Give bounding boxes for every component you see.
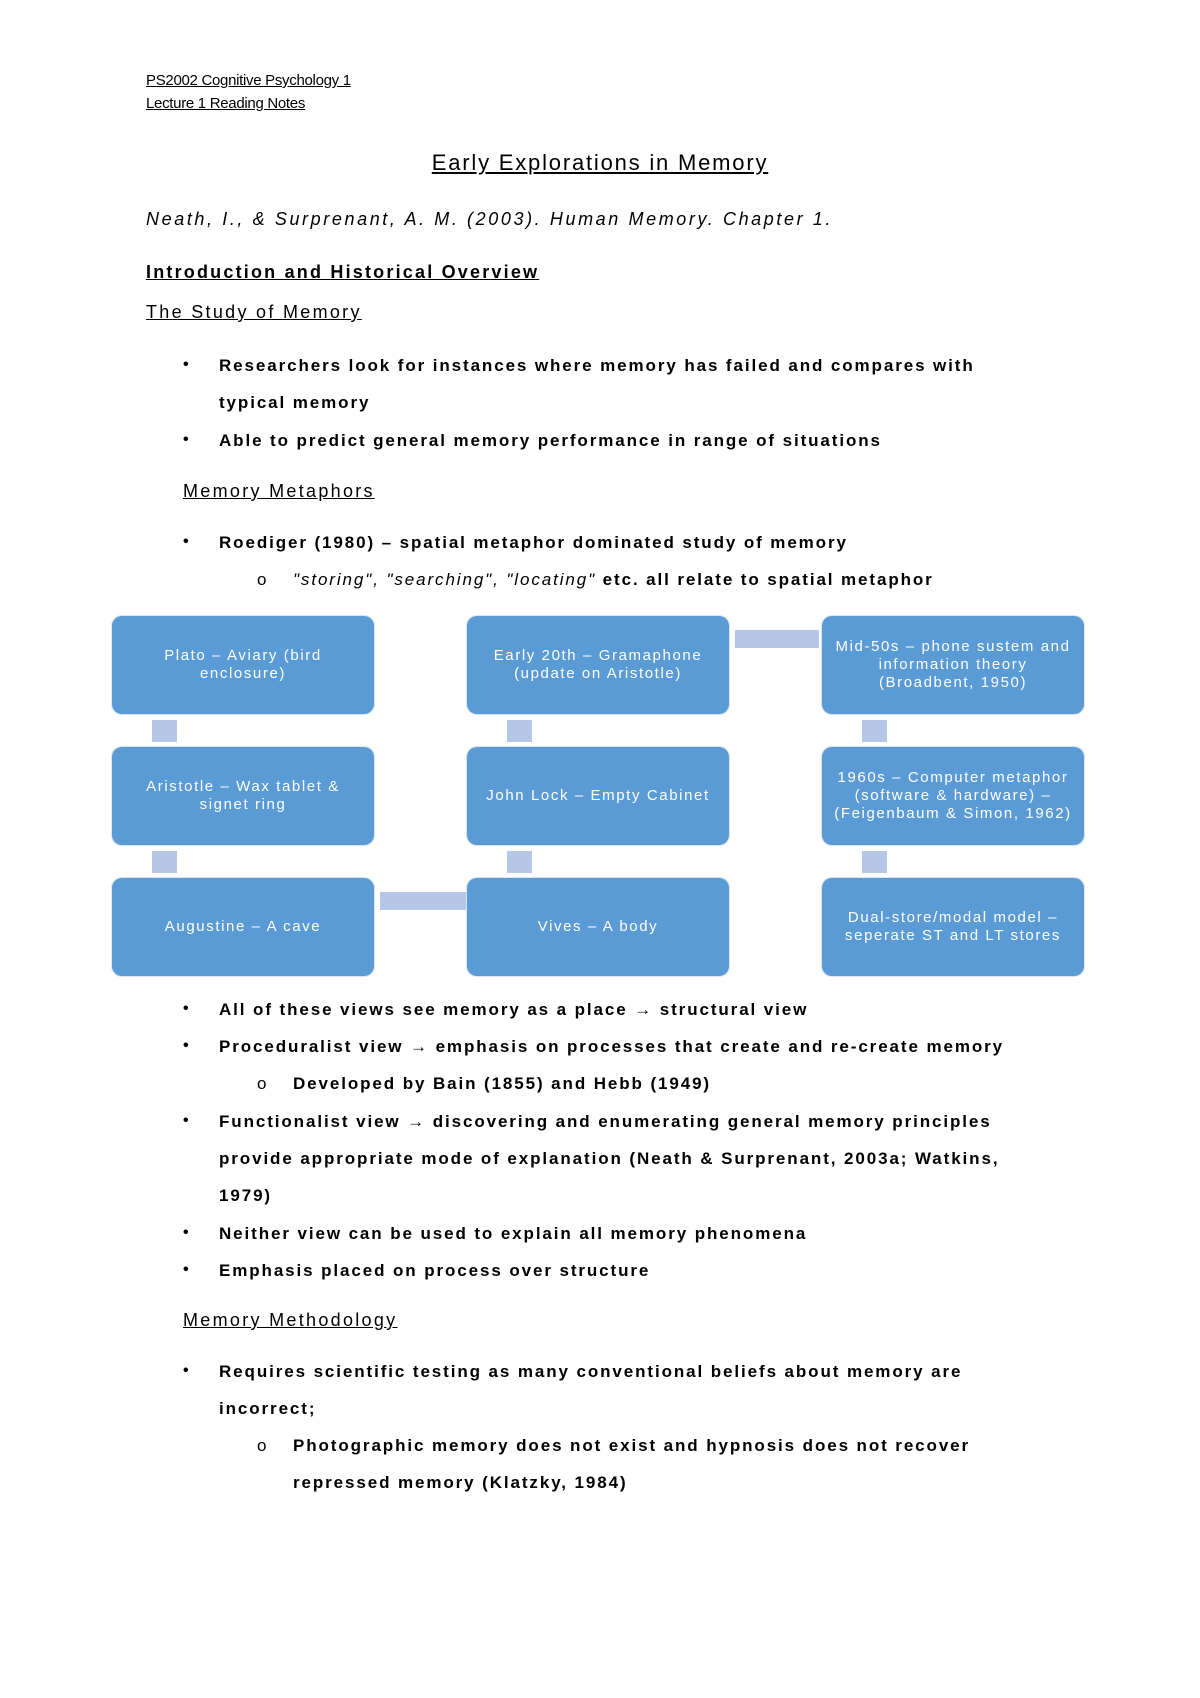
diagram-box-aristotle: Aristotle – Wax tablet & signet ring: [112, 747, 374, 845]
sub-bullet-marker: o: [257, 1074, 267, 1093]
list-item-sub-continuation: repressed memory (Klatzky, 1984): [293, 1473, 628, 1492]
bullet-marker: •: [183, 1037, 189, 1054]
connector: [507, 851, 532, 873]
diagram-box-early-20th: Early 20th – Gramaphone (update on Aristotle): [467, 616, 729, 714]
list-item-continuation: 1979): [219, 1186, 272, 1205]
bullet-marker: •: [183, 1224, 189, 1241]
subheading-memory-methodology: Memory Methodology: [183, 1310, 398, 1330]
section-heading-intro: Introduction and Historical Overview: [146, 262, 540, 282]
page-title: Early Explorations in Memory: [431, 150, 769, 175]
spatial-terms: "storing", "searching", "locating": [293, 570, 597, 589]
list-item-continuation: incorrect;: [219, 1399, 317, 1418]
diagram-box-1960s: 1960s – Computer metaphor (software & hardware) – (Feigenbaum & Simon, 1962): [822, 747, 1084, 845]
list-item: Neither view can be used to explain all memory phenomena: [219, 1224, 808, 1243]
list-item: All of these views see memory as a place → structural view: [219, 1000, 809, 1019]
list-item: Emphasis placed on process over structure: [219, 1261, 651, 1280]
connector: [380, 892, 466, 910]
course-header: PS2002 Cognitive Psychology 1: [146, 72, 351, 89]
list-item: Able to predict general memory performance in range of situations: [219, 431, 882, 450]
list-item-sub: [293, 561, 934, 598]
list-item-continuation: provide appropriate mode of explanation (Neath & Surprenant, 2003a; Watkins,: [219, 1149, 1000, 1168]
list-item: Functionalist view → discovering and enumerating general memory principles: [219, 1112, 992, 1131]
sub-bullet-marker: o: [257, 570, 267, 589]
bullet-marker: •: [183, 1261, 189, 1278]
connector: [735, 630, 819, 648]
connector: [862, 851, 887, 873]
bullet-marker: •: [183, 356, 189, 373]
spatial-terms-rest: etc. all relate to spatial metaphor: [596, 570, 934, 589]
bullet-marker: •: [183, 431, 189, 448]
diagram-box-plato: Plato – Aviary (bird enclosure): [112, 616, 374, 714]
bullet-marker: •: [183, 533, 189, 550]
bullet-marker: •: [183, 1112, 189, 1129]
sub-bullet-marker: o: [257, 1436, 267, 1455]
notes-header: Lecture 1 Reading Notes: [146, 95, 306, 112]
connector: [507, 720, 532, 742]
connector: [152, 851, 177, 873]
list-item: Roediger (1980) – spatial metaphor dominated study of memory: [219, 533, 848, 552]
list-item: Researchers look for instances where memory has failed and compares with: [219, 356, 975, 375]
diagram-box-dual-store: Dual-store/modal model – seperate ST and LT stores: [822, 878, 1084, 976]
connector: [862, 720, 887, 742]
list-item-sub: Photographic memory does not exist and hypnosis does not recover: [293, 1436, 971, 1455]
subheading-study-of-memory: The Study of Memory: [146, 302, 362, 322]
bullet-marker: •: [183, 1362, 189, 1379]
list-item: Requires scientific testing as many conventional beliefs about memory are: [219, 1362, 963, 1381]
diagram-box-augustine: Augustine – A cave: [112, 878, 374, 976]
subheading-memory-metaphors: Memory Metaphors: [183, 481, 375, 501]
diagram-box-mid-50s: Mid-50s – phone sustem and information theory (Broadbent, 1950): [822, 616, 1084, 714]
list-item: Proceduralist view → emphasis on processes that create and re-create memory: [219, 1037, 1004, 1056]
diagram-box-john-lock: John Lock – Empty Cabinet: [467, 747, 729, 845]
connector: [152, 720, 177, 742]
citation: Neath, I., & Surprenant, A. M. (2003). Human Memory. Chapter 1.: [146, 209, 834, 229]
bullet-marker: •: [183, 1000, 189, 1017]
diagram-box-vives: Vives – A body: [467, 878, 729, 976]
list-item-sub: Developed by Bain (1855) and Hebb (1949): [293, 1074, 711, 1093]
list-item-continuation: typical memory: [219, 393, 371, 412]
